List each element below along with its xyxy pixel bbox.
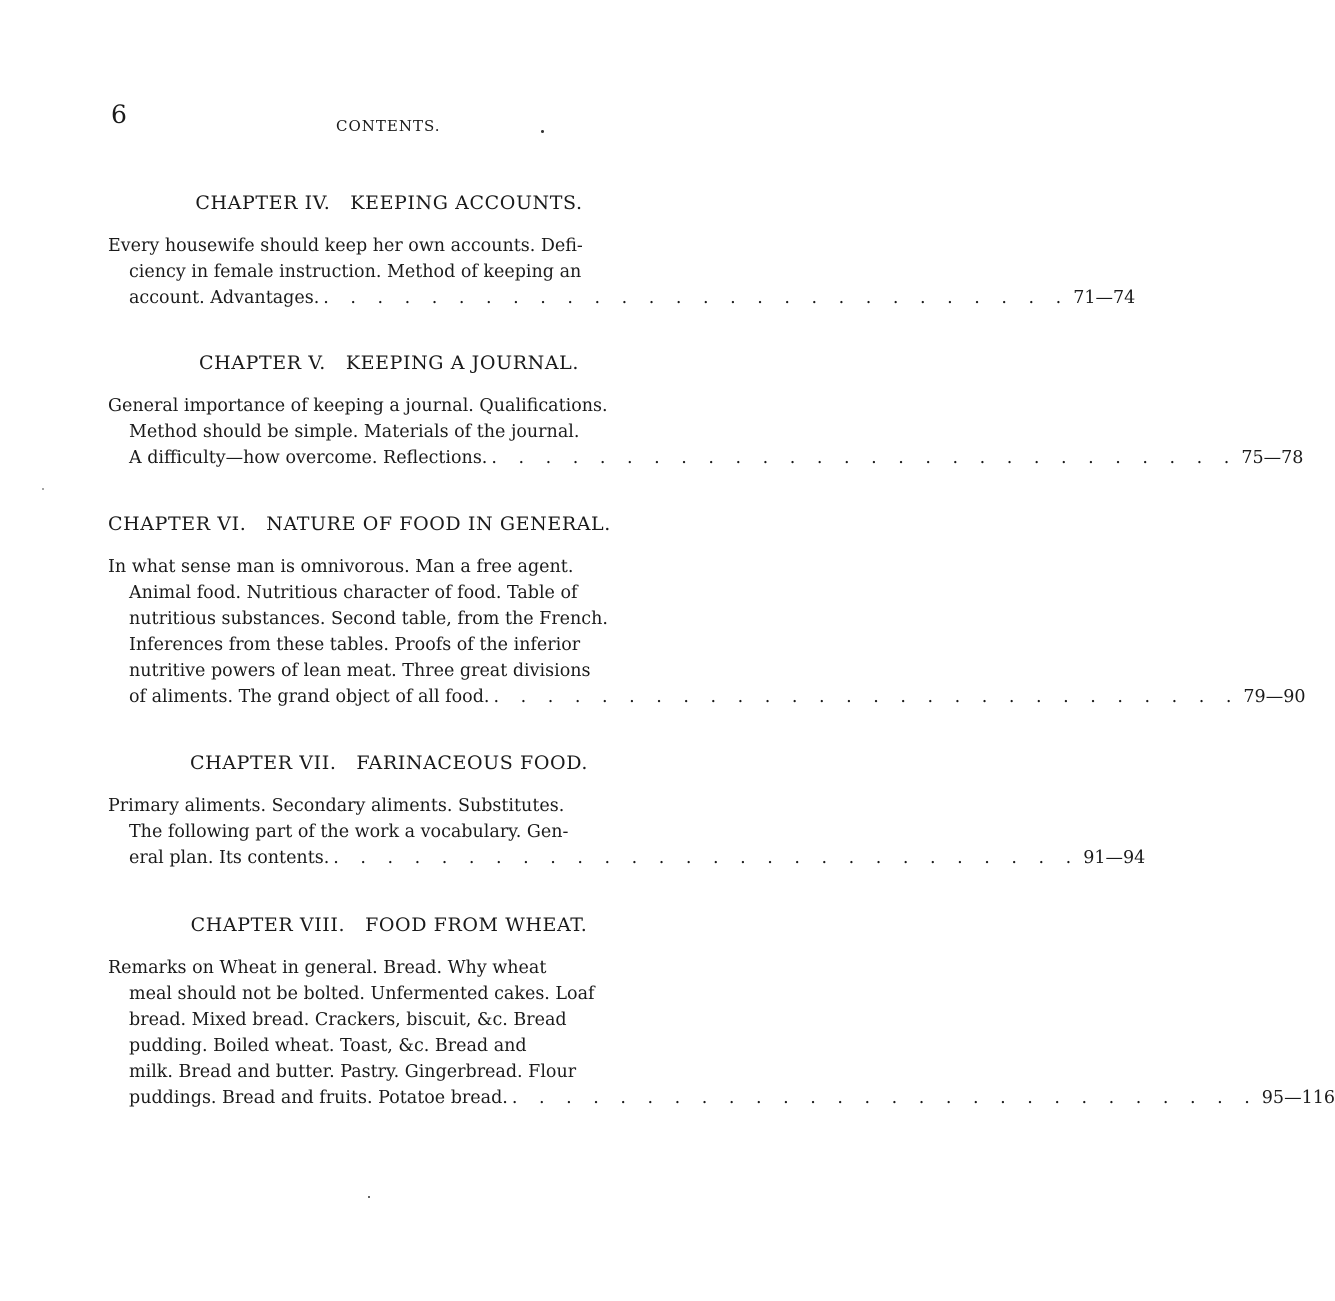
chapter-heading: CHAPTER VIII. FOOD FROM WHEAT. — [190, 914, 588, 936]
dot-leaders: . . . . . . . . . . . . . . . . . . . . . . . . . . . . — [511, 1088, 1258, 1108]
summary-line: Animal food. Nutritious character of food. Table of — [129, 583, 578, 603]
dot-leaders: . . . . . . . . . . . . . . . . . . . . . . . . . . . . — [493, 687, 1240, 707]
summary-last-line — [108, 285, 1136, 311]
chapter-entry-iv — [108, 190, 1136, 311]
summary-line: General importance of keeping a journal. Qualifications. — [108, 396, 608, 416]
print-speck — [368, 1196, 370, 1198]
summary-last-line — [108, 1085, 1335, 1111]
summary-last-line — [108, 684, 1306, 710]
summary-line: eral plan. Its contents. — [129, 848, 330, 868]
page-range: 71—74 — [1073, 288, 1136, 308]
summary-line: In what sense man is omnivorous. Man a free agent. — [108, 557, 574, 577]
summary-line: pudding. Boiled wheat. Toast, &c. Bread and — [129, 1036, 527, 1056]
summary-line: Method should be simple. Materials of the journal. — [129, 422, 580, 442]
summary-line: account. Advantages. — [129, 288, 320, 308]
chapter-summary — [108, 554, 1306, 710]
summary-line: of aliments. The grand object of all food. — [129, 687, 490, 707]
summary-line: A difficulty—how overcome. Reflections. — [129, 448, 488, 468]
page-range: 95—116 — [1261, 1088, 1335, 1108]
print-speck — [541, 130, 544, 133]
page-range: 75—78 — [1241, 448, 1304, 468]
page-range: 79—90 — [1243, 687, 1306, 707]
chapter-entry-vii — [108, 750, 1146, 871]
dot-leaders: . . . . . . . . . . . . . . . . . . . . . . . . . . . . — [323, 288, 1070, 308]
running-title: CONTENTS. — [336, 117, 441, 135]
chapter-summary — [108, 393, 1304, 471]
page-range: 91—94 — [1083, 848, 1146, 868]
print-speck — [42, 488, 44, 490]
summary-line: nutritive powers of lean meat. Three great divisions — [129, 661, 591, 681]
summary-line: meal should not be bolted. Unfermented cakes. Loaf — [129, 984, 595, 1004]
summary-line: ciency in female instruction. Method of keeping an — [129, 262, 582, 282]
summary-line: bread. Mixed bread. Crackers, biscuit, &c. Bread — [129, 1010, 567, 1030]
chapter-entry-v — [108, 350, 1304, 471]
chapter-entry-viii — [108, 912, 1335, 1111]
chapter-heading: CHAPTER IV. KEEPING ACCOUNTS. — [195, 192, 583, 214]
summary-line: Inferences from these tables. Proofs of the inferior — [129, 635, 581, 655]
summary-line: The following part of the work a vocabulary. Gen- — [129, 822, 569, 842]
summary-last-line — [108, 845, 1146, 871]
dot-leaders: . . . . . . . . . . . . . . . . . . . . . . . . . . . . — [333, 848, 1080, 868]
chapter-summary — [108, 955, 1335, 1111]
chapter-summary — [108, 233, 1136, 311]
page-number: 6 — [111, 100, 127, 129]
chapter-heading: CHAPTER VII. FARINACEOUS FOOD. — [190, 752, 588, 774]
chapter-heading: CHAPTER VI. NATURE OF FOOD IN GENERAL. — [108, 513, 611, 535]
summary-last-line — [108, 445, 1304, 471]
dot-leaders: . . . . . . . . . . . . . . . . . . . . . . . . . . . . — [491, 448, 1238, 468]
summary-line: milk. Bread and butter. Pastry. Gingerbread. Flour — [129, 1062, 577, 1082]
summary-line: puddings. Bread and fruits. Potatoe bread. — [129, 1088, 508, 1108]
summary-line: Remarks on Wheat in general. Bread. Why wheat — [108, 958, 547, 978]
summary-line: Every housewife should keep her own accounts. Defi- — [108, 236, 583, 256]
chapter-heading: CHAPTER V. KEEPING A JOURNAL. — [199, 352, 579, 374]
summary-line: nutritious substances. Second table, from the French. — [129, 609, 608, 629]
chapter-summary — [108, 793, 1146, 871]
summary-line: Primary aliments. Secondary aliments. Substitutes. — [108, 796, 565, 816]
chapter-entry-vi — [108, 511, 1306, 710]
